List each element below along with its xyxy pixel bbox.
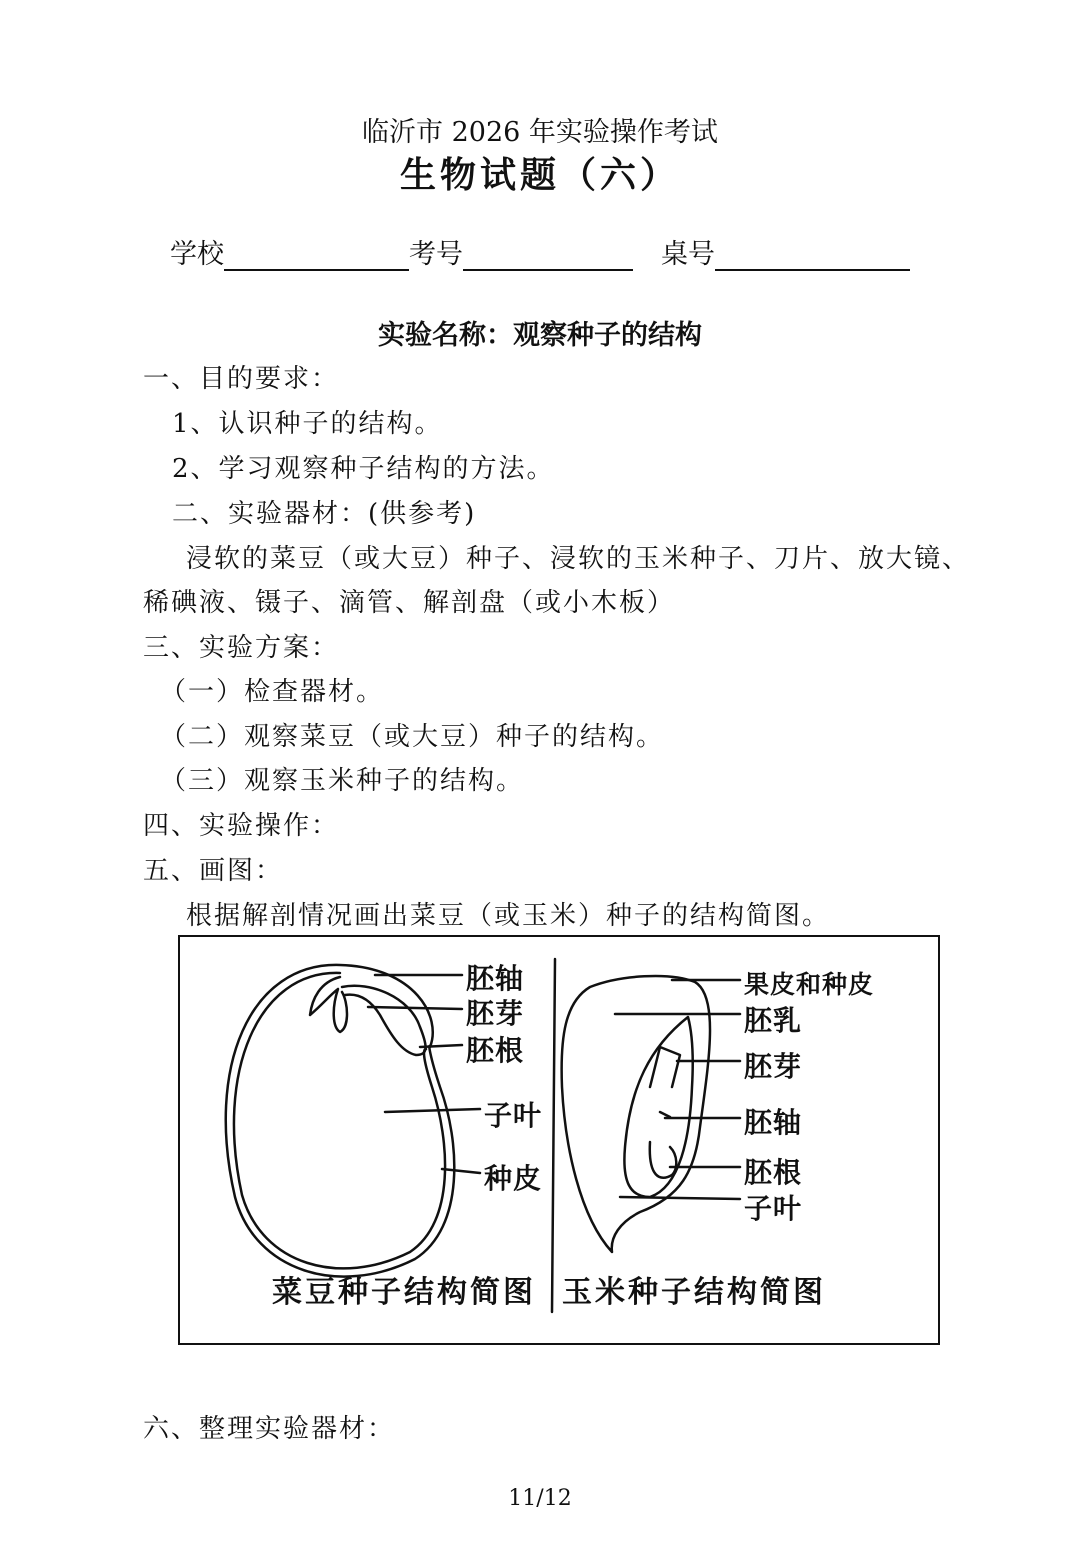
experiment-name: 实验名称：观察种子的结构: [378, 320, 702, 351]
school-field[interactable]: [224, 241, 409, 271]
desk-no-label: 桌号: [661, 239, 715, 270]
corn-label-pericarp: 果皮和种皮: [744, 970, 875, 999]
corn-label-plumule: 胚芽: [744, 1050, 803, 1083]
bean-cotyledon-outline: [234, 973, 445, 1268]
section-3-item-1: （一）检查器材。: [160, 677, 385, 707]
bean-plumule: [310, 977, 347, 1032]
section-3-item-3: （三）观察玉米种子的结构。: [160, 766, 525, 796]
school-label: 学校: [170, 239, 224, 270]
exam-header: 临沂市 2026 年实验操作考试: [362, 117, 718, 148]
section-6-title: 六、整理实验器材：: [143, 1414, 396, 1444]
section-3-title: 三、实验方案：: [143, 633, 340, 663]
section-3-item-2: （二）观察菜豆（或大豆）种子的结构。: [160, 722, 665, 752]
page-title: 生物试题（六）: [399, 154, 680, 196]
bean-label-radicle: 胚根: [466, 1034, 525, 1067]
section-4-title: 四、实验操作：: [143, 811, 340, 841]
section-1-item-1: 1、认识种子的结构。: [172, 409, 443, 439]
desk-no-field[interactable]: [715, 241, 910, 271]
divider-line: [552, 959, 555, 1312]
section-5-title: 五、画图：: [143, 856, 284, 886]
section-2-title: 二、实验器材：(供参考): [172, 499, 477, 529]
bean-radicle: [342, 986, 426, 1055]
section-2-line-1: 浸软的菜豆（或大豆）种子、浸软的玉米种子、刀片、放大镜、: [186, 544, 971, 574]
bean-label-plumule: 胚芽: [466, 997, 525, 1030]
exam-no-field[interactable]: [463, 241, 633, 271]
section-5-text: 根据解剖情况画出菜豆（或玉米）种子的结构简图。: [186, 901, 831, 931]
info-row: [170, 232, 910, 271]
exam-no-label: 考号: [409, 239, 463, 270]
section-1-title: 一、目的要求：: [143, 364, 340, 394]
bean-label-seed-coat: 种皮: [484, 1162, 543, 1195]
corn-label-radicle: 胚根: [744, 1156, 803, 1189]
corn-label-hypocotyl: 胚轴: [744, 1106, 803, 1139]
corn-label-cotyledon: 子叶: [744, 1192, 803, 1225]
corn-caption: 玉米种子结构简图: [562, 1275, 826, 1310]
bean-caption: 菜豆种子结构简图: [272, 1275, 536, 1310]
bean-label-cotyledon: 子叶: [484, 1099, 543, 1132]
section-1-item-2: 2、学习观察种子结构的方法。: [172, 454, 555, 484]
section-2-line-2: 稀碘液、镊子、滴管、解剖盘（或小木板）: [143, 588, 676, 618]
seed-diagram-box: [178, 935, 940, 1345]
corn-radicle: [650, 1142, 676, 1178]
page-number: 11/12: [508, 1486, 572, 1511]
corn-embryo: [624, 1017, 692, 1197]
bean-label-hypocotyl: 胚轴: [466, 962, 525, 995]
corn-label-endosperm: 胚乳: [744, 1004, 803, 1037]
